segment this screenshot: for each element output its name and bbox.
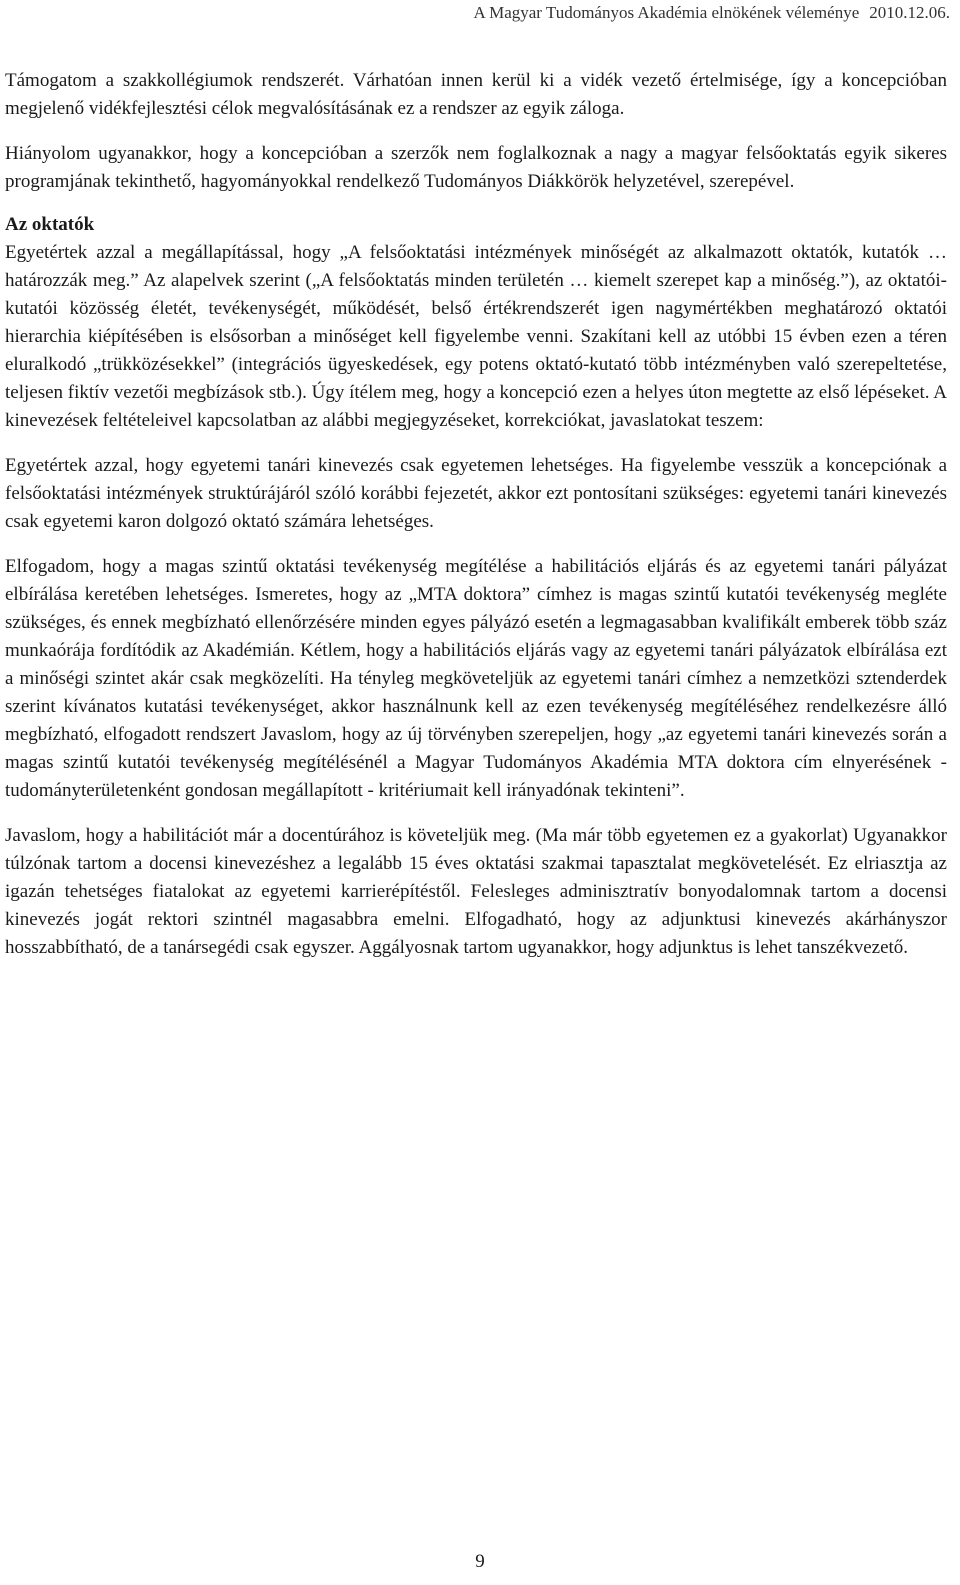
paragraph-szakkollegiumok: Támogatom a szakkollégiumok rendszerét. Várhatóan innen kerül ki a vidék vezető értelmisége, így a koncepcióban megjelenő vidékfejlesztési célok megvalósításának ez a rendszer az egyik záloga. <box>5 70 947 119</box>
header-date: 2010.12.06. <box>869 3 950 22</box>
section-heading: Az oktatók <box>5 214 95 235</box>
paragraph-tdk: Hiányolom ugyanakkor, hogy a koncepcióban a szerzők nem foglalkoznak a nagy a magyar felsőoktatás egyik sikeres programjának tekinthető, hagyományokkal rendelkező Tudományos Diákkörök helyzetével, szerepével. <box>5 143 947 192</box>
paragraph-egyetemi-tanar: Egyetértek azzal, hogy egyetemi tanári kinevezés csak egyetemen lehetséges. Ha figyelembe vesszük a koncepciónak a felsőoktatási intézmények struktúrájáról szóló korábbi fejezetét, akkor ezt pontosítani szükséges: egyetemi tanári kinevezés csak egyetemi karon dolgozó oktató számára lehetséges. <box>5 455 947 532</box>
header-title: A Magyar Tudományos Akadémia elnökének véleménye <box>473 3 860 22</box>
paragraph-habilitacio-mta: Elfogadom, hogy a magas szintű oktatási tevékenység megítélése a habilitációs eljárás és az egyetemi tanári pályázat elbírálása keretében lehetséges. Ismeretes, hogy az „MTA doktora” címhez is magas szintű kutatói tevékenység megléte szükséges, és ennek megbízható ellenőrzésére minden egyes pályázó esetén a legmagasabban kvalifikált emberek több száz munkaórája fordítódik az Akadémián. Kétlem, hogy a habilitációs eljárás vagy az egyetemi tanári pályázatok elbírálása ezt a minőségi szintet akár csak megközelíti. Ha tényleg megköveteljük az egyetemi tanári címhez a nemzetközi sztenderdek szerint kívánatos kutatási tevékenységet, akkor használnunk kell az ezen tevékenység megítéléséhez rendelkezésre álló megbízható, elfogadott rendszert Javaslom, hogy az új törvényben szerepeljen, hogy „az egyetemi tanári kinevezés során a magas szintű kutatói tevékenység megítélésénél a Magyar Tudományos Akadémia MTA doktora cím elnyerésének - tudományterületenként gondosan megállapított - kritériumait kell irányadónak tekinteni”. <box>5 556 947 801</box>
running-header <box>474 2 950 24</box>
paragraph-minoseg: Egyetértek azzal a megállapítással, hogy „A felsőoktatási intézmények minőségét az alkalmazott oktatók, kutatók … határozzák meg.” Az alapelvek szerint („A felsőoktatás minden területén … kiemelt szerepet kap a minőség.”), az oktatói-kutatói közösség életét, tevékenységét, működését, belső értékrendszerét igen nagymértékben meghatározó oktatói hierarchia kiépítésében is elsősorban a minőséget kell figyelembe venni. Szakítani kell az utóbbi 15 évben ezen a téren eluralkodó „trükközésekkel” (integrációs ügyeskedések, egy potens oktató-kutató több intézményben való szerepeltetése, teljesen fiktív vezetői megbízások stb.). Úgy ítélem meg, hogy a koncepció ezen a helyes úton megtette az első lépéseket. A kinevezések feltételeivel kapcsolatban az alábbi megjegyzéseket, korrekciókat, javaslatokat teszem: <box>5 242 947 431</box>
page-number: 9 <box>475 1551 485 1572</box>
document-body <box>5 67 947 962</box>
paragraph-docentura: Javaslom, hogy a habilitációt már a docentúrához is követeljük meg. (Ma már több egyetemen ez a gyakorlat) Ugyanakkor túlzónak tartom a docensi kinevezéshez a legalább 15 éves oktatási szakmai tapasztalat megkövetelését. Ez elriasztja az igazán tehetséges fiatalokat az egyetemi karrierépítéstől. Felesleges adminisztratív bonyodalomnak tartom a docensi kinevezés jogát rektori szintnél magasabbra emelni. Elfogadható, hogy az adjunktusi kinevezés akárhányszor hosszabbítható, de a tanársegédi csak egyszer. Aggályosnak tartom ugyanakkor, hogy adjunktus is lehet tanszékvezető. <box>5 825 947 958</box>
